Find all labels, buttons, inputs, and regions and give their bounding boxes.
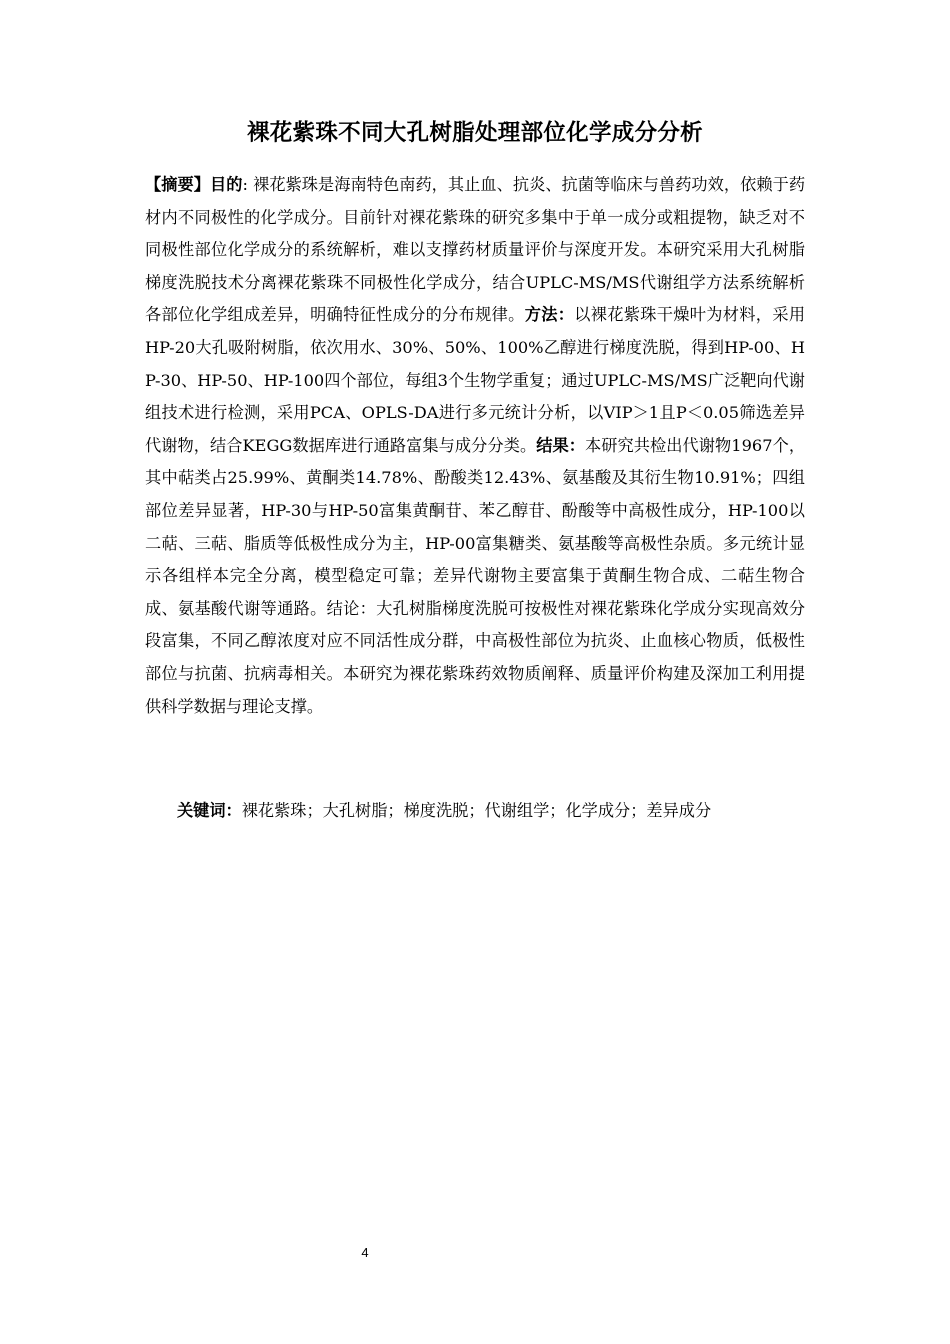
objective-label: 目的 (209, 175, 243, 194)
paper-title: 裸花紫珠不同大孔树脂处理部位化学成分分析 (246, 120, 703, 146)
objective-separator: : (242, 175, 254, 194)
keywords-text: 裸花紫珠；大孔树脂；梯度洗脱；代谢组学；化学成分；差异成分 (241, 801, 712, 820)
abstract (145, 169, 805, 723)
page-number: 4 (361, 1245, 369, 1260)
results-label: 结果： (536, 435, 585, 455)
keywords-label: 关键词： (177, 801, 242, 820)
conclusion-label: 结论： (326, 598, 377, 618)
methods-text: 以裸花紫珠干燥叶为材料，采用HP-20大孔吸附树脂，依次用水、30%、50%、100%乙醇进行梯度洗脱，得到HP-00、HP-30、HP-50、HP-100四个部位，每组3个生物学重复；通过UPLC-MS/MS广泛靶向代谢组技术进行检测，采用PCA、OPLS-DA进行多元统计分析，以VIP＞1且P＜0.05筛选差异代谢物，结合KEGG数据库进行通路富集与成分分类。 (145, 305, 806, 455)
objective-text: 裸花紫珠是海南特色南药，其止血、抗炎、抗菌等临床与兽药功效，依赖于药材内不同极性的化学成分。目前针对裸花紫珠的研究多集中于单一成分或粗提物，缺乏对不同极性部位化学成分的系统解析，难以支撑药材质量评价与深度开发。本研究采用大孔树脂梯度洗脱技术分离裸花紫珠不同极性化学成分，结合UPLC-MS/MS代谢组学方法系统解析各部位化学组成差异，明确特征性成分的分布规律。 (145, 175, 806, 325)
keywords (145, 795, 805, 828)
abstract-label: 【摘要】 (145, 175, 210, 194)
conclusion-text: 大孔树脂梯度洗脱可按极性对裸花紫珠化学成分实现高效分段富集，不同乙醇浓度对应不同活性成分群，中高极性部位为抗炎、止血核心物质，低极性部位与抗菌、抗病毒相关。本研究为裸花紫珠药效物质阐释、质量评价构建及深加工利用提供科学数据与理论支撑。 (145, 598, 806, 716)
results-text: 本研究共检出代谢物1967个，其中萜类占25.99%、黄酮类14.78%、酚酸类12.43%、氨基酸及其衍生物10.91%；四组部位差异显著，HP-30与HP-50富集黄酮苷、苯乙醇苷、酚酸等中高极性成分，HP-100以二萜、三萜、脂质等低极性成分为主，HP-00富集糖类、氨基酸等高极性杂质。多元统计显示各组样本完全分离，模型稳定可靠；差异代谢物主要富集于黄酮生物合成、二萜生物合成、氨基酸代谢等通路。 (145, 435, 806, 618)
methods-label: 方法： (524, 305, 575, 325)
